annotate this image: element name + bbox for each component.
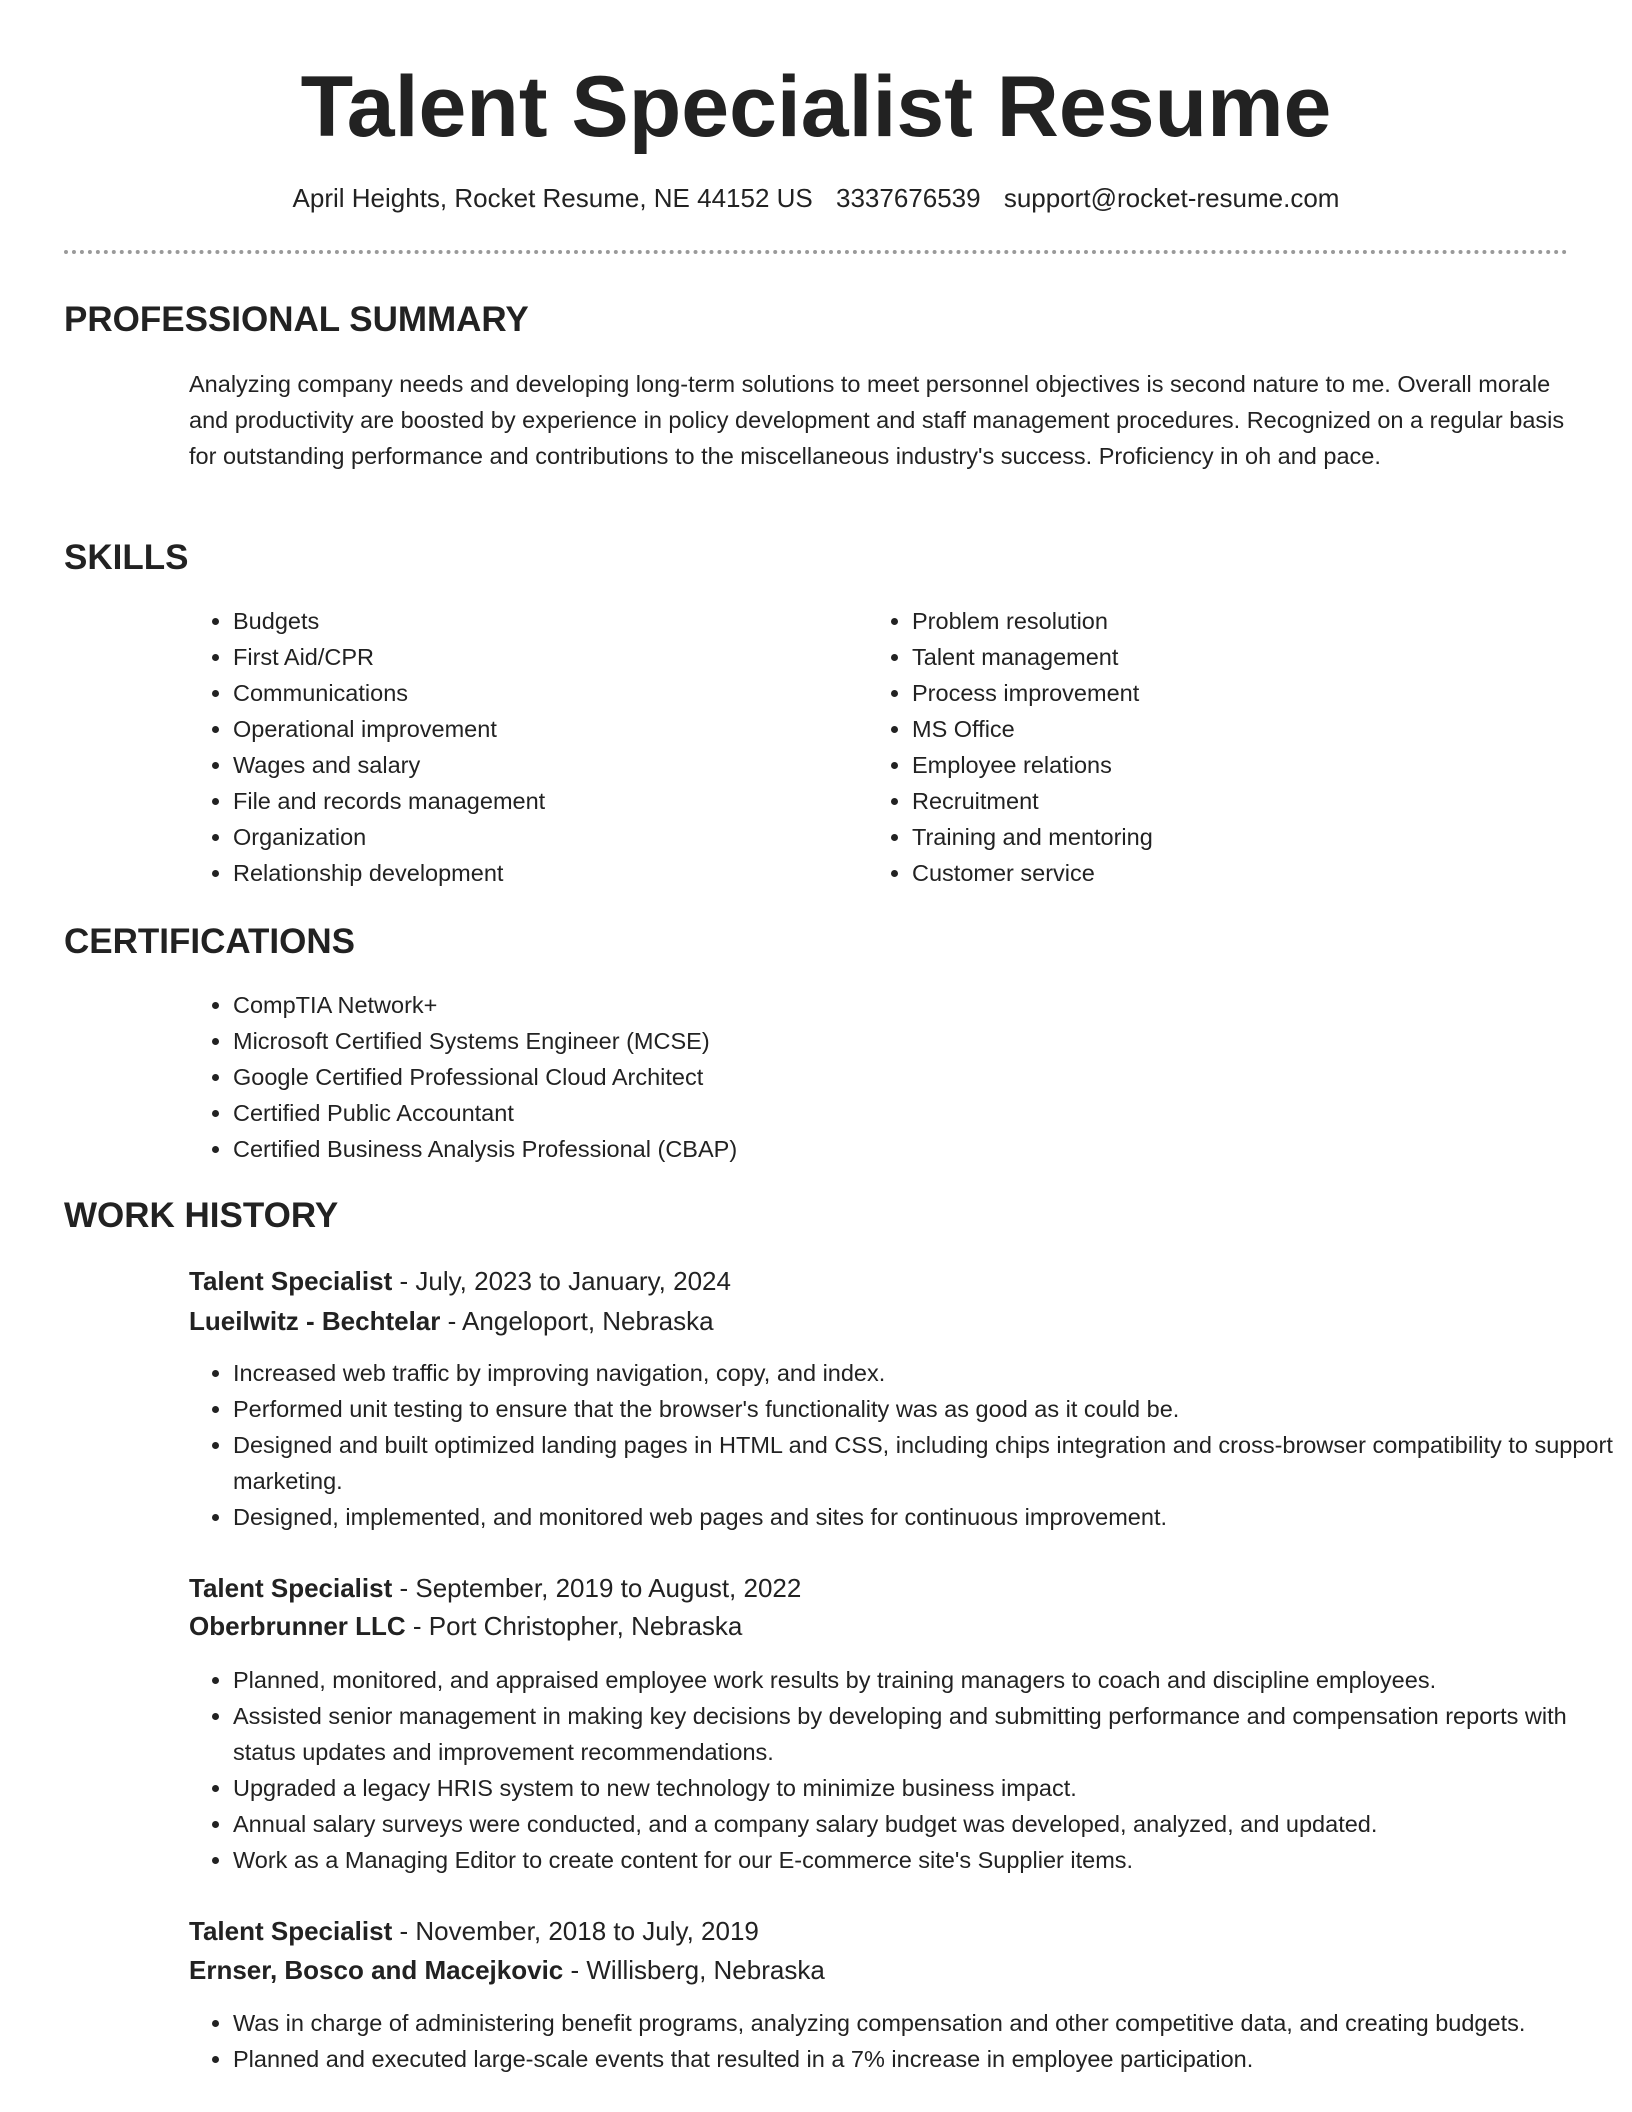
skill-item: • Problem resolution [912,603,1532,639]
skill-item: • Relationship development [233,855,853,891]
job-dates: - November, 2018 to July, 2019 [392,1916,759,1946]
job-dates: - September, 2019 to August, 2022 [392,1573,802,1603]
certification-item: • Google Certified Professional Cloud Architect [233,1059,1533,1095]
summary-text: Analyzing company needs and developing long-term solutions to meet personnel objectives is second nature to me. Overall morale and productivity are boosted by experience in policy development and staff management procedures. Recognized on a regular basis for outstanding performance and contributions to the miscellaneous industry's success. Proficiency in oh and pace. [189,371,1565,469]
certifications-list [189,987,1533,1167]
skill-item: • Talent management [912,639,1532,675]
job-bullet: • Designed, implemented, and monitored web pages and sites for continuous improvement. [233,1499,1613,1535]
job-bullet: • Assisted senior management in making key decisions by developing and submitting performance and compensation reports with status updates and improvement recommendations. [233,1698,1613,1770]
certification-item: • Certified Business Analysis Professional (CBAP) [233,1131,1533,1167]
skill-item: • MS Office [912,711,1532,747]
skills-list-right [868,603,1532,891]
job-title-line [189,1912,759,1950]
job-bullet: • Was in charge of administering benefit programs, analyzing compensation and other competitive data, and creating budgets. [233,2005,1613,2041]
skill-item: • Operational improvement [233,711,853,747]
contact-email: support@rocket-resume.com [1003,183,1340,213]
job-bullet: • Designed and built optimized landing pages in HTML and CSS, including chips integration and cross-browser compatibility to support marketing. [233,1427,1613,1499]
job-dates: - July, 2023 to January, 2024 [392,1266,731,1296]
skill-item: • Recruitment [912,783,1532,819]
job-bullet: • Increased web traffic by improving navigation, copy, and index. [233,1355,1613,1391]
job-title-line [189,1262,731,1300]
job-company: Lueilwitz - Bechtelar [189,1306,441,1336]
work-history-heading: WORK HISTORY [64,1196,339,1235]
job-company-line [189,1302,714,1340]
certification-item: • Certified Public Accountant [233,1095,1533,1131]
skill-item: • Wages and salary [233,747,853,783]
skill-item: • Customer service [912,855,1532,891]
certifications-heading: CERTIFICATIONS [64,922,356,961]
job-title: Talent Specialist [189,1266,393,1296]
job-bullets [189,1662,1613,1878]
job-bullet: • Upgraded a legacy HRIS system to new technology to minimize business impact. [233,1770,1613,1806]
job-title: Talent Specialist [189,1916,393,1946]
job-title: Talent Specialist [189,1573,393,1603]
contact-address: April Heights, Rocket Resume, NE 44152 US [292,183,813,213]
job-company: Oberbrunner LLC [189,1611,406,1641]
skill-item: • File and records management [233,783,853,819]
job-bullet: • Planned and executed large-scale events that resulted in a 7% increase in employee participation. [233,2041,1613,2077]
skill-item: • Budgets [233,603,853,639]
job-company-line [189,1607,742,1645]
job-bullet: • Performed unit testing to ensure that the browser's functionality was as good as it could be. [233,1391,1613,1427]
skill-item: • Employee relations [912,747,1532,783]
summary-heading: PROFESSIONAL SUMMARY [64,300,529,339]
job-bullet: • Work as a Managing Editor to create content for our E-commerce site's Supplier items. [233,1842,1613,1878]
header-divider [64,250,1568,254]
job-location: - Willisberg, Nebraska [563,1955,825,1985]
job-bullet: • Annual salary surveys were conducted, and a company salary budget was developed, analyzed, and updated. [233,1806,1613,1842]
contact-line [0,180,1632,216]
job-location: - Port Christopher, Nebraska [405,1611,743,1641]
job-title-line [189,1569,801,1607]
contact-phone: 3337676539 [836,183,981,213]
job-location: - Angeloport, Nebraska [440,1306,714,1336]
skill-item: • First Aid/CPR [233,639,853,675]
job-bullets [189,1355,1613,1535]
job-bullet: • Planned, monitored, and appraised employee work results by training managers to coach and discipline employees. [233,1662,1613,1698]
resume-title: Talent Specialist Resume [300,59,1332,155]
job-company-line [189,1951,825,1989]
skill-item: • Communications [233,675,853,711]
skill-item: • Organization [233,819,853,855]
skills-list-left [189,603,853,891]
certification-item: • Microsoft Certified Systems Engineer (MCSE) [233,1023,1533,1059]
skill-item: • Process improvement [912,675,1532,711]
certification-item: • CompTIA Network+ [233,987,1533,1023]
job-bullets [189,2005,1613,2077]
skills-heading: SKILLS [64,538,189,577]
skill-item: • Training and mentoring [912,819,1532,855]
job-company: Ernser, Bosco and Macejkovic [189,1955,564,1985]
